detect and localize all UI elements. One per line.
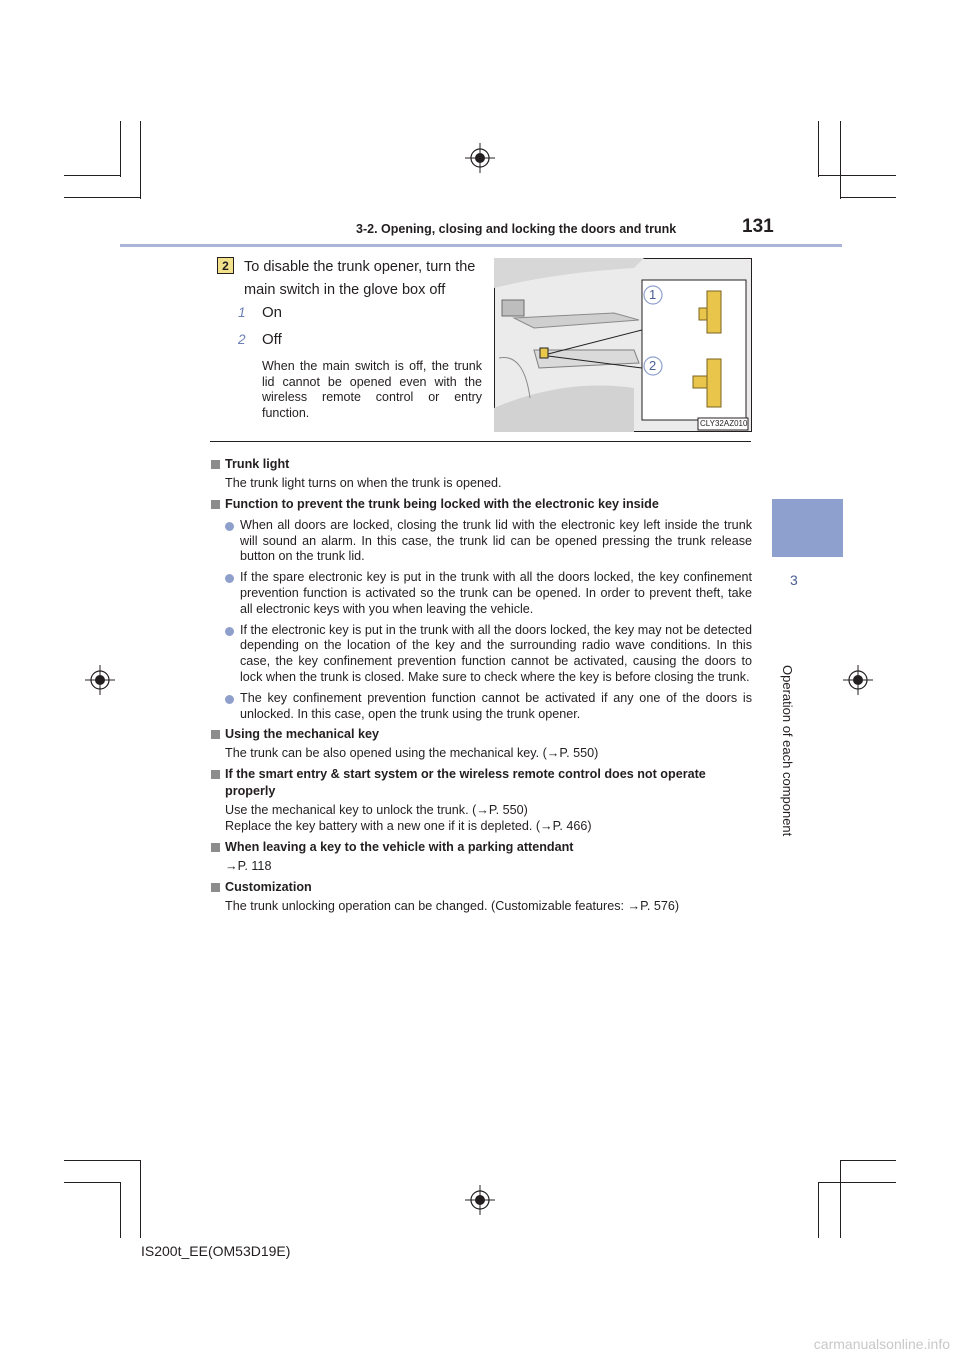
square-bullet-icon: [211, 500, 220, 509]
crop-mark: [818, 1182, 819, 1238]
section-title: If the smart entry & start system or the wireless remote control does not operate properly: [211, 766, 752, 800]
crop-mark: [818, 1182, 896, 1183]
option-number: 2: [238, 332, 246, 347]
registration-mark-icon: [465, 143, 495, 173]
chapter-number: 3: [790, 572, 798, 588]
circle-bullet-icon: [225, 627, 234, 636]
chapter-title: Operation of each component: [780, 665, 795, 837]
crop-mark: [140, 1160, 141, 1238]
document-code: IS200t_EE(OM53D19E): [141, 1243, 291, 1259]
section-body: Replace the key battery with a new one if it is depleted. (→P. 466): [225, 818, 592, 833]
crop-mark: [64, 1182, 120, 1183]
option-number: 1: [238, 305, 246, 320]
crop-mark: [120, 1182, 121, 1238]
crop-mark: [64, 175, 120, 176]
section-title: Function to prevent the trunk being locked with the electronic key inside: [211, 496, 752, 513]
section-body: The trunk light turns on when the trunk is opened.: [225, 476, 502, 490]
section-body: The trunk unlocking operation can be changed. (Customizable features: →P. 576): [225, 898, 680, 913]
figure-code: CLY32AZ010: [700, 419, 748, 428]
chapter-tab: [772, 499, 843, 557]
glove-box-illustration: [494, 258, 752, 432]
callout-number: 2: [649, 358, 657, 373]
crop-mark: [840, 1160, 841, 1238]
step-number-badge: 2: [217, 257, 234, 274]
registration-mark-icon: [843, 665, 873, 695]
crop-mark: [840, 197, 896, 198]
crop-mark: [64, 197, 141, 198]
crop-mark: [818, 121, 819, 177]
section-divider: [210, 441, 751, 442]
list-item: When all doors are locked, closing the trunk lid with the electronic key left inside the trunk will sound an alarm. In this case, the trunk lid can be opened pressing the trunk release button on the trunk lid.: [211, 518, 752, 565]
square-bullet-icon: [211, 770, 220, 779]
circle-bullet-icon: [225, 574, 234, 583]
page-number: 131: [742, 216, 774, 237]
crop-mark: [120, 121, 121, 177]
section-title: When leaving a key to the vehicle with a parking attendant: [211, 839, 752, 856]
crop-mark: [840, 121, 841, 199]
step-instruction: To disable the trunk opener, turn the main switch in the glove box off: [244, 259, 476, 298]
crop-mark: [818, 175, 896, 176]
registration-mark-icon: [465, 1185, 495, 1215]
square-bullet-icon: [211, 730, 220, 739]
section-title: Trunk light: [211, 456, 752, 473]
square-bullet-icon: [211, 843, 220, 852]
section-body: The trunk can be also opened using the mechanical key. (→P. 550): [225, 746, 599, 761]
square-bullet-icon: [211, 460, 220, 469]
section-header: 3-2. Opening, closing and locking the doors and trunk: [356, 222, 677, 236]
crop-mark: [140, 121, 141, 199]
crop-mark: [840, 1160, 896, 1161]
page-reference: →P. 118: [225, 858, 272, 873]
list-item: If the electronic key is put in the trunk with all the doors locked, the key may not be detected depending on the location of the key and the surrounding radio wave conditions. In this case, the key confinement prevention function cannot be activated, causing the doors to lock when the trunk is closed. Make sure to check where the key is before closing the trunk.: [211, 623, 752, 686]
section-body: Use the mechanical key to unlock the trunk. (→P. 550): [225, 803, 528, 818]
list-item: If the spare electronic key is put in the trunk with all the doors locked, the key confinement prevention function is activated so the trunk can be opened. In order to prevent theft, take all electronic keys with you when leaving the vehicle.: [211, 570, 752, 617]
header-rule: [120, 244, 842, 247]
circle-bullet-icon: [225, 695, 234, 704]
section-title: Using the mechanical key: [211, 726, 752, 743]
section-title: Customization: [211, 879, 752, 896]
watermark: carmanualsonline.info: [813, 1336, 950, 1352]
square-bullet-icon: [211, 883, 220, 892]
step-note: When the main switch is off, the trunk lid cannot be opened even with the wireless remote control or entry function.: [262, 359, 482, 420]
option-label: On: [262, 304, 283, 321]
callout-number: 1: [649, 287, 657, 302]
crop-mark: [64, 1160, 141, 1161]
notes-content: [211, 452, 752, 914]
option-label: Off: [262, 331, 282, 348]
list-item: The key confinement prevention function cannot be activated if any one of the doors is unlocked. In this case, open the trunk using the trunk opener.: [211, 691, 752, 723]
circle-bullet-icon: [225, 522, 234, 531]
registration-mark-icon: [85, 665, 115, 695]
glove-box-drawing: [494, 258, 752, 432]
